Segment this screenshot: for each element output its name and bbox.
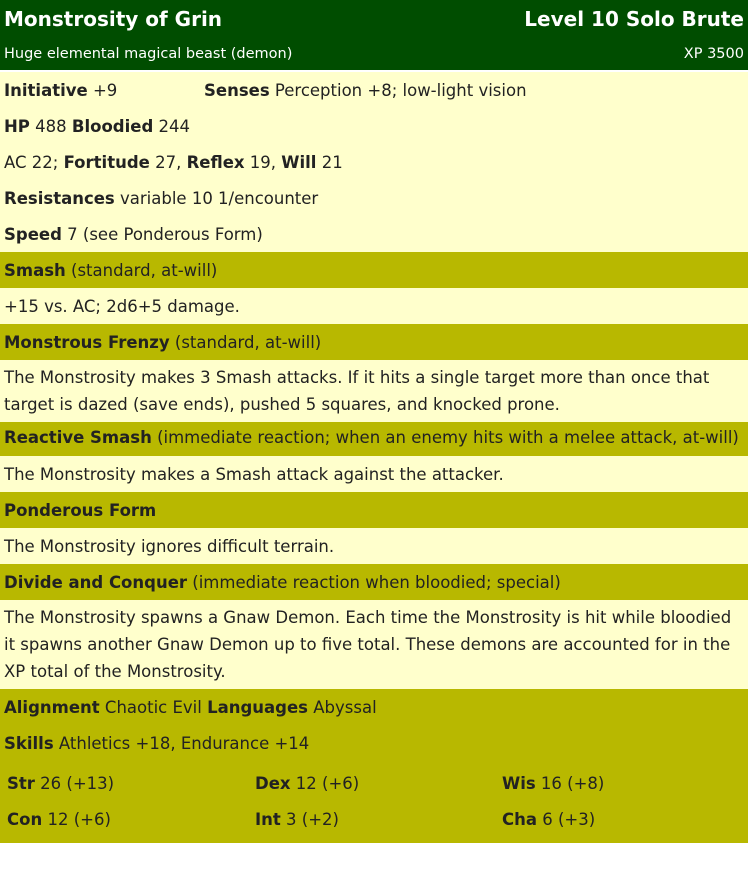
skills-row: Skills Athletics +18, Endurance +14 <box>0 725 748 761</box>
monster-level: Level 10 Solo Brute <box>524 7 744 31</box>
power-monstrous-frenzy-header: Monstrous Frenzy (standard, at-will) <box>0 324 748 360</box>
ability-con: Con 12 (+6) <box>7 809 111 829</box>
ability-dex: Dex 12 (+6) <box>255 773 360 793</box>
power-monstrous-frenzy-text: The Monstrosity makes 3 Smash attacks. If it hits a single target more than once that target is dazed (save ends), pushed 5 squares, and knocked prone. <box>0 360 748 422</box>
power-reactive-smash-header: Reactive Smash (immediate reaction; when an enemy hits with a melee attack, at-will) <box>0 422 748 456</box>
power-reactive-smash-text: The Monstrosity makes a Smash attack against the attacker. <box>0 456 748 492</box>
power-divide-and-conquer-text: The Monstrosity spawns a Gnaw Demon. Each time the Monstrosity is hit while bloodied it spawns another Gnaw Demon up to five total. These demons are accounted for in the XP total of the Monstrosity. <box>0 600 748 689</box>
ability-str: Str 26 (+13) <box>7 773 115 793</box>
power-smash-text: +15 vs. AC; 2d6+5 damage. <box>0 288 748 324</box>
header-title-row <box>0 0 748 38</box>
ability-scores <box>0 761 748 843</box>
defenses-row: AC 22; Fortitude 27, Reflex 19, Will 21 <box>0 144 748 180</box>
hp-row: HP 488 Bloodied 244 <box>0 108 748 144</box>
ability-cha: Cha 6 (+3) <box>502 809 596 829</box>
monster-name: Monstrosity of Grin <box>4 7 223 31</box>
power-ponderous-form-text: The Monstrosity ignores difficult terrain. <box>0 528 748 564</box>
power-divide-and-conquer-header: Divide and Conquer (immediate reaction when bloodied; special) <box>0 564 748 600</box>
speed-row: Speed 7 (see Ponderous Form) <box>0 216 748 252</box>
initiative-row <box>0 72 748 108</box>
monster-type: Huge elemental magical beast (demon) <box>4 46 293 62</box>
resistances-row: Resistances variable 10 1/encounter <box>0 180 748 216</box>
senses: Senses Perception +8; low-light vision <box>204 80 527 100</box>
initiative: Initiative +9 <box>4 80 118 100</box>
power-ponderous-form-header: Ponderous Form <box>0 492 748 528</box>
header-subtitle-row <box>0 38 748 70</box>
alignment-row: Alignment Chaotic Evil Languages Abyssal <box>0 689 748 725</box>
ability-row-2 <box>0 801 748 837</box>
ability-wis: Wis 16 (+8) <box>502 773 605 793</box>
power-smash-header: Smash (standard, at-will) <box>0 252 748 288</box>
stat-block-header <box>0 0 748 72</box>
ability-row-1 <box>0 765 748 801</box>
monster-xp: XP 3500 <box>683 46 744 62</box>
ability-int: Int 3 (+2) <box>255 809 339 829</box>
